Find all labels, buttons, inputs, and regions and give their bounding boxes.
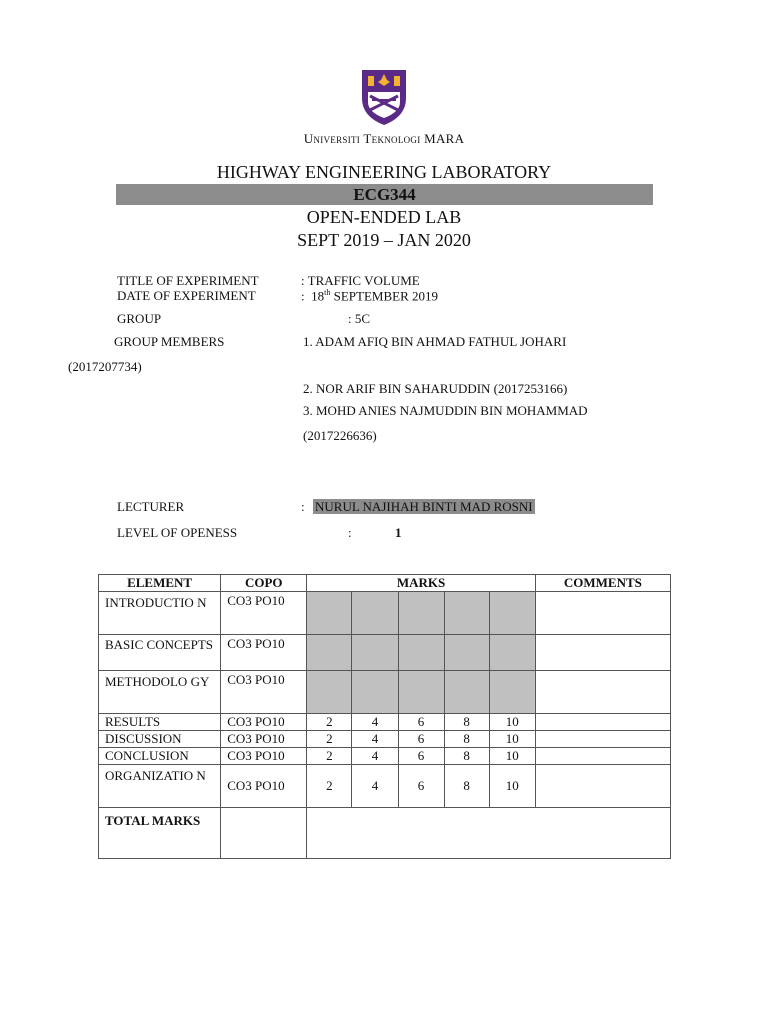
mark-cell: 2	[307, 748, 352, 765]
table-row	[99, 765, 671, 808]
mark-cell	[398, 635, 444, 671]
mark-cell: 10	[489, 731, 535, 748]
copo-cell: CO3 PO10	[221, 635, 307, 671]
marks-table	[98, 574, 671, 859]
comment-cell	[535, 592, 670, 635]
mark-cell: 8	[444, 731, 489, 748]
title-value: : TRAFFIC VOLUME	[301, 273, 420, 288]
header-copo: COPO	[221, 575, 307, 592]
lab-title: HIGHWAY ENGINEERING LABORATORY	[216, 162, 552, 182]
mark-cell	[307, 635, 352, 671]
table-row	[99, 671, 671, 714]
copo-cell: CO3 PO10	[221, 731, 307, 748]
member-3-id: (2017226636)	[303, 428, 377, 443]
mark-cell	[307, 592, 352, 635]
date-colon: :	[301, 288, 305, 304]
mark-cell	[489, 592, 535, 635]
mark-cell	[307, 671, 352, 714]
group-label: GROUP	[117, 311, 162, 326]
total-value-cell	[307, 808, 671, 859]
lecturer-label: LECTURER	[117, 499, 185, 514]
members-label: GROUP MEMBERS	[114, 334, 225, 349]
element-cell: INTRODUCTIO N	[99, 592, 221, 635]
openess-colon: :	[348, 525, 352, 540]
mark-cell	[352, 592, 398, 635]
element-cell: ORGANIZATIO N	[99, 765, 221, 808]
mark-cell: 10	[489, 765, 535, 808]
element-cell: CONCLUSION	[99, 748, 221, 765]
mark-cell: 6	[398, 748, 444, 765]
mark-cell: 8	[444, 748, 489, 765]
header-element: ELEMENT	[99, 575, 221, 592]
copo-cell: CO3 PO10	[221, 671, 307, 714]
comment-cell	[535, 731, 670, 748]
date-rest: SEPTEMBER 2019	[330, 288, 438, 304]
lab-type: OPEN-ENDED LAB	[306, 207, 462, 227]
comment-cell	[535, 714, 670, 731]
course-code: ECG344	[116, 184, 653, 205]
mark-cell	[398, 671, 444, 714]
mark-cell	[444, 671, 489, 714]
session: SEPT 2019 – JAN 2020	[297, 230, 471, 250]
header-comments: COMMENTS	[535, 575, 670, 592]
lecturer-name: NURUL NAJIHAH BINTI MAD ROSNI	[315, 499, 533, 514]
copo-cell: CO3 PO10	[221, 765, 307, 808]
university-name: Universiti Teknologi MARA	[303, 131, 465, 146]
mark-cell	[398, 592, 444, 635]
mark-cell: 10	[489, 714, 535, 731]
comment-cell	[535, 748, 670, 765]
openess-value: 1	[395, 525, 402, 540]
group-value: : 5C	[348, 311, 371, 326]
mark-cell	[352, 635, 398, 671]
mark-cell: 6	[398, 765, 444, 808]
date-value	[301, 288, 438, 304]
element-cell: RESULTS	[99, 714, 221, 731]
mark-cell: 4	[352, 731, 398, 748]
mark-cell: 8	[444, 714, 489, 731]
mark-cell: 4	[352, 748, 398, 765]
mark-cell	[352, 671, 398, 714]
total-copo-cell	[221, 808, 307, 859]
mark-cell	[444, 592, 489, 635]
table-row	[99, 748, 671, 765]
element-cell: METHODOLO GY	[99, 671, 221, 714]
mark-cell	[489, 635, 535, 671]
mark-cell: 2	[307, 765, 352, 808]
mark-cell: 6	[398, 731, 444, 748]
total-row	[99, 808, 671, 859]
lecturer-colon: :	[301, 499, 305, 514]
table-row	[99, 714, 671, 731]
date-label: DATE OF EXPERIMENT	[117, 288, 256, 303]
date-day: 18	[311, 288, 325, 304]
copo-cell: CO3 PO10	[221, 714, 307, 731]
element-cell: BASIC CONCEPTS	[99, 635, 221, 671]
table-row	[99, 592, 671, 635]
comment-cell	[535, 671, 670, 714]
copo-cell: CO3 PO10	[221, 592, 307, 635]
comment-cell	[535, 635, 670, 671]
mark-cell: 2	[307, 714, 352, 731]
total-label: TOTAL MARKS	[99, 808, 221, 859]
table-header-row	[99, 575, 671, 592]
mark-cell: 6	[398, 714, 444, 731]
mark-cell	[489, 671, 535, 714]
member-3: 3. MOHD ANIES NAJMUDDIN BIN MOHAMMAD	[303, 403, 588, 418]
date-suffix: th	[324, 288, 331, 297]
member-2: 2. NOR ARIF BIN SAHARUDDIN (2017253166)	[303, 381, 568, 396]
table-row	[99, 731, 671, 748]
table-row	[99, 635, 671, 671]
copo-cell: CO3 PO10	[221, 748, 307, 765]
mark-cell: 2	[307, 731, 352, 748]
mark-cell: 4	[352, 765, 398, 808]
member-1-id: (2017207734)	[68, 359, 142, 374]
mark-cell: 4	[352, 714, 398, 731]
openess-label: LEVEL OF OPENESS	[117, 525, 238, 540]
mark-cell: 10	[489, 748, 535, 765]
element-cell: DISCUSSION	[99, 731, 221, 748]
member-1: 1. ADAM AFIQ BIN AHMAD FATHUL JOHARI	[303, 334, 567, 349]
mark-cell: 8	[444, 765, 489, 808]
mark-cell	[444, 635, 489, 671]
title-label: TITLE OF EXPERIMENT	[117, 273, 259, 288]
header-marks: MARKS	[307, 575, 535, 592]
university-crest-icon	[360, 68, 408, 126]
comment-cell	[535, 765, 670, 808]
